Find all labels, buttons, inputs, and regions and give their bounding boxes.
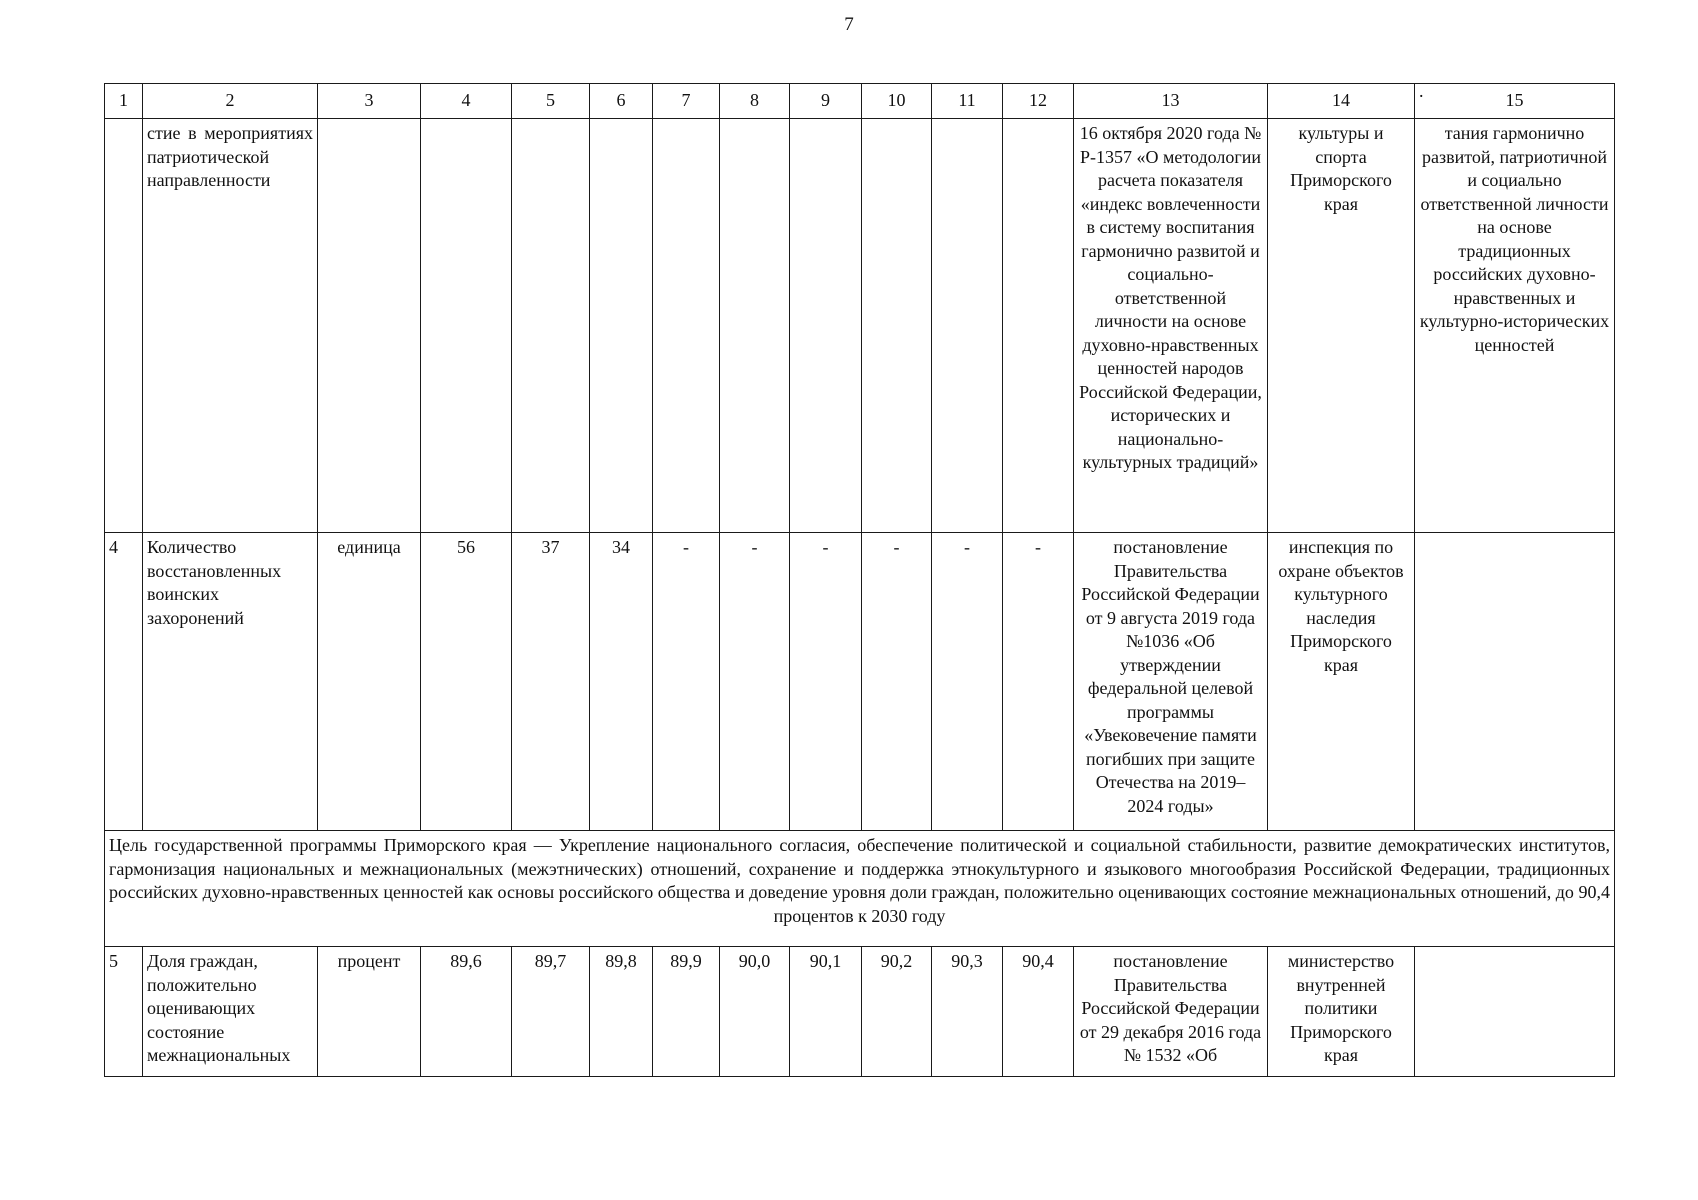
column-header: 2 xyxy=(143,84,318,119)
column-header: 14 xyxy=(1268,84,1415,119)
value-cell: - xyxy=(720,533,790,831)
unit: процент xyxy=(318,947,421,1077)
value-cell xyxy=(653,119,720,533)
value-cell: 89,9 xyxy=(653,947,720,1077)
goal-link xyxy=(1415,533,1615,831)
unit xyxy=(318,119,421,533)
value-cell: 90,4 xyxy=(1003,947,1074,1077)
value-cell: 90,0 xyxy=(720,947,790,1077)
column-header: 13 xyxy=(1074,84,1268,119)
column-header: 6 xyxy=(590,84,653,119)
value-cell: 56 xyxy=(421,533,512,831)
page-number: 7 xyxy=(844,14,854,35)
goal-link: тания гармонично развитой, патриотичной и социально ответственной личности на основе традиционных российских духовно-нравственных и культурно-исторических ценностей xyxy=(1415,119,1615,533)
column-header: 7 xyxy=(653,84,720,119)
value-cell: - xyxy=(653,533,720,831)
value-cell xyxy=(932,119,1003,533)
column-header: 12 xyxy=(1003,84,1074,119)
responsible-body: инспекция по охране объектов культурного наследия Приморского края xyxy=(1268,533,1415,831)
value-cell: 89,6 xyxy=(421,947,512,1077)
indicator-name: Количество восстановленных воинских захоронений xyxy=(143,533,318,831)
legal-basis: постановление Правительства Российской Федерации от 29 декабря 2016 года № 1532 «Об xyxy=(1074,947,1268,1077)
indicators-table xyxy=(104,83,1615,1077)
value-cell: 89,7 xyxy=(512,947,590,1077)
column-header: 9 xyxy=(790,84,862,119)
column-header: . 15 xyxy=(1415,84,1615,119)
value-cell: 90,3 xyxy=(932,947,1003,1077)
column-header: 1 xyxy=(105,84,143,119)
value-cell xyxy=(790,119,862,533)
program-goal: Цель государственной программы Приморского края — Укрепление национального согласия, обеспечение политической и социальной стабильности, развитие демократических институтов, гармонизация национальных и межнациональных (межэтнических) отношений, сохранение и поддержка этнокультурного и языкового многообразия Российской Федерации, традиционных российских духовно-нравственных ценностей как основы российского общества и доведение уровня доли граждан, положительно оценивающих состояние межнациональных отношений, до 90,4 процентов к 2030 году xyxy=(105,831,1615,947)
responsible-body: министерство внутренней политики Приморского края xyxy=(1268,947,1415,1077)
column-header: 11 xyxy=(932,84,1003,119)
value-cell: - xyxy=(1003,533,1074,831)
value-cell: - xyxy=(790,533,862,831)
legal-basis: 16 октября 2020 года № Р-1357 «О методологии расчета показателя «индекс вовлеченности в систему воспитания гармонично развитой и социально-ответственной личности на основе духовно-нравственных ценностей народов Российской Федерации, исторических и национально-культурных традиций» xyxy=(1074,119,1268,533)
column-header: 8 xyxy=(720,84,790,119)
goal-link xyxy=(1415,947,1615,1077)
column-number-row xyxy=(105,84,1615,119)
value-cell: - xyxy=(932,533,1003,831)
value-cell: - xyxy=(862,533,932,831)
value-cell: 89,8 xyxy=(590,947,653,1077)
row-number xyxy=(105,119,143,533)
table-row xyxy=(105,119,1615,533)
table-row xyxy=(105,533,1615,831)
table-row xyxy=(105,947,1615,1077)
legal-basis: постановление Правительства Российской Федерации от 9 августа 2019 года №1036 «Об утверждении федеральной целевой программы «Увековечение памяти погибших при защите Отечества на 2019–2024 годы» xyxy=(1074,533,1268,831)
value-cell: 90,2 xyxy=(862,947,932,1077)
value-cell xyxy=(590,119,653,533)
value-cell: 90,1 xyxy=(790,947,862,1077)
column-header: 3 xyxy=(318,84,421,119)
value-cell xyxy=(512,119,590,533)
value-cell xyxy=(421,119,512,533)
row-number: 4 xyxy=(105,533,143,831)
goal-row xyxy=(105,831,1615,947)
value-cell: 34 xyxy=(590,533,653,831)
indicator-name: Доля граждан, положительно оценивающих состояние межнациональных xyxy=(143,947,318,1077)
row-number: 5 xyxy=(105,947,143,1077)
value-cell xyxy=(862,119,932,533)
column-header: 4 xyxy=(421,84,512,119)
value-cell: 37 xyxy=(512,533,590,831)
indicator-name: стие в мероприятиях патриотической направленности xyxy=(143,119,318,533)
column-header: 10 xyxy=(862,84,932,119)
column-header: 5 xyxy=(512,84,590,119)
value-cell xyxy=(720,119,790,533)
unit: единица xyxy=(318,533,421,831)
value-cell xyxy=(1003,119,1074,533)
responsible-body: культуры и спорта Приморского края xyxy=(1268,119,1415,533)
